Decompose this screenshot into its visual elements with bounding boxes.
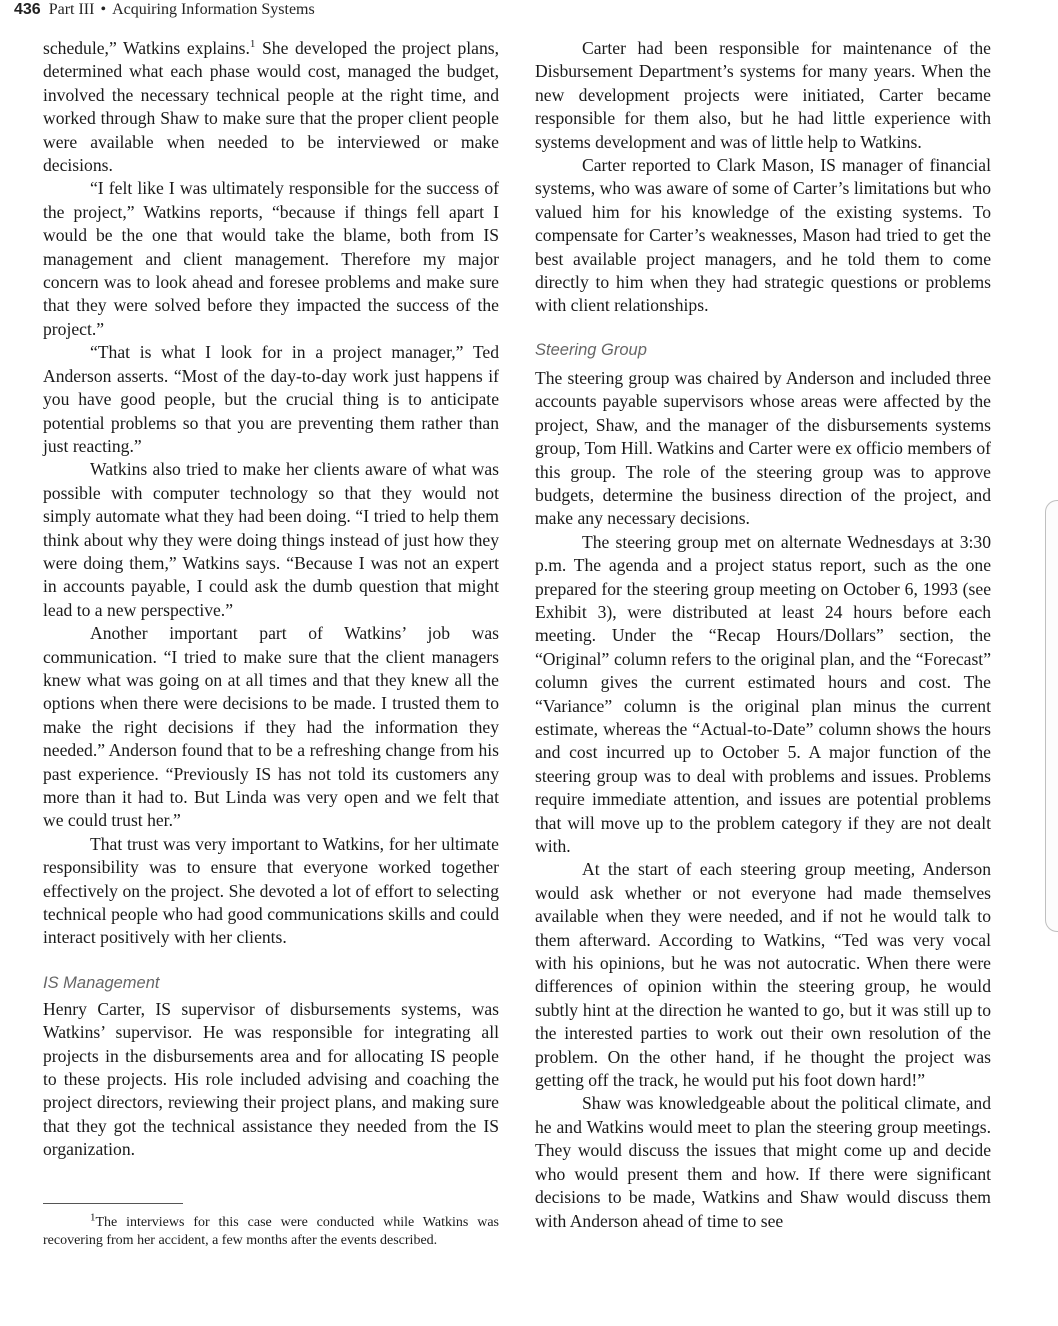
- running-header: [14, 0, 315, 20]
- paragraph: The steering group was chaired by Anderson and included three accounts payable supervisors whose areas were affected by the project, Shaw, and the manager of the disbursements systems group, Tom Hill. Watkins and Carter were ex officio members of this group. The role of the steering group was to approve budgets, determine the business direction of the project, and make any necessary decisions.: [535, 367, 991, 529]
- paragraph-text: schedule,” Watkins explains.: [43, 38, 250, 58]
- footnote-marker: 1: [90, 1211, 96, 1224]
- paragraph: That trust was very important to Watkins, for her ultimate responsibility was to ensure that everyone worked together effectively on the project. She devoted a lot of effort to selecting technical people who had good communications skills and could interact positively with her clients.: [43, 833, 499, 948]
- paragraph: “That is what I look for in a project manager,” Ted Anderson asserts. “Most of the day-to-day work just happens if you have good people, but the crucial thing is to anticipate potential problems so that you are preventing them rather than just reacting.”: [43, 342, 499, 456]
- paragraph: [43, 37, 499, 177]
- footnote-paragraph: [43, 1211, 499, 1250]
- paragraph-text: She developed the project plans, determined what each phase would cost, managed the budget, involved the necessary technical people at the right time, and worked through Shaw to make sure that the proper client people were available when needed to be interviewed or make decisions.: [43, 38, 499, 176]
- section-heading-is-management: IS Management: [43, 973, 160, 992]
- paragraph: Another important part of Watkins’ job was communication. “I tried to make sure that the client managers knew what was going on at all times and that they knew all the options when there were decisions to be made. I trusted them to make the right decisions if they had the information they needed.” Anderson found that to be a refreshing change from his past experience. “Previously IS has not told its customers any more than it had to. But Linda was very open and we felt that we could trust her.”: [43, 623, 499, 831]
- header-separator: •: [100, 1, 107, 18]
- footnote-text: The interviews for this case were conducted while Watkins was recovering from her accident, a few months after the events described.: [43, 1215, 499, 1248]
- scroll-handle[interactable]: [1045, 500, 1058, 932]
- paragraph: The steering group met on alternate Wednesdays at 3:30 p.m. The agenda and a project status report, such as the one prepared for the steering group meeting on October 6, 1993 (see Exhibit 3), were distributed at least 24 hours before each meeting. Under the “Recap Hours/Dollars” section, the “Original” column refers to the original plan, and the “Forecast” column gives the current estimated hours and cost. The “Variance” column is the original plan minus the current estimate, whereas the “Actual-to-Date” column shows the hours and cost incurred up to October 5. A major function of the steering group was to deal with problems and issues. Problems require immediate attention, and issues are potential problems that will move up to the problem category if they are not dealt with.: [535, 531, 991, 856]
- paragraph: At the start of each steering group meeting, Anderson would ask whether or not everyone had made themselves available when they were needed, and if not he would talk to them afterward. According to Watkins, “Ted was very vocal with his opinions, but he was not autocratic. When there were differences of opinion within the steering group, he would subtly hint at the direction he wanted to go, but it was still up to the interested parties to work out their own resolution of the problem. On the other hand, if he thought the project was getting off the track, he would put his foot down hard!”: [535, 859, 991, 1091]
- page-number: 436: [14, 1, 41, 18]
- left-column: [43, 37, 499, 1162]
- footnote-divider: [43, 1203, 183, 1204]
- paragraph: Carter reported to Clark Mason, IS manager of financial systems, who was aware of some of Carter’s limitations but who valued him for his knowledge of the existing systems. To compensate for Carter’s weaknesses, Mason had tried to get the best available project managers, and he told them to come directly to him when they had strategic questions or problems with client relationships.: [535, 155, 991, 316]
- footnote-ref[interactable]: 1: [249, 38, 256, 51]
- right-column: [535, 37, 991, 1233]
- paragraph: Watkins also tried to make her clients aware of what was possible with computer technology so that they would not simply automate what they had been doing. “I tried to help them think about why they were doing things instead of just how they were doing them,” Watkins says. “Because I was not an expert in accounts payable, I could ask the dumb question that might lead to a new perspective.”: [43, 459, 499, 620]
- part-label: Part III: [48, 1, 95, 18]
- paragraph: Carter had been responsible for maintenance of the Disbursement Department’s systems for many years. When the new development projects were initiated, Carter became responsible for them also, but he had little experience with systems development and was of little help to Watkins.: [535, 38, 991, 152]
- paragraph: Henry Carter, IS supervisor of disbursements systems, was Watkins’ supervisor. He was responsible for integrating all projects in the disbursements area and for allocating IS people to these projects. His role included advising and coaching the project directors, reviewing their project plans, and making sure that they got the technical assistance they needed from the IS organization.: [43, 998, 499, 1160]
- paragraph: “I felt like I was ultimately responsible for the success of the project,” Watkins reports, “because if things fell apart I would be the one that would take the blame, both from IS management and client management. Therefore my major concern was to look ahead and foresee problems and make sure that they were solved before they impacted the success of the project.”: [43, 178, 499, 339]
- section-heading-steering-group: Steering Group: [535, 340, 647, 359]
- section-label: Acquiring Information Systems: [112, 1, 315, 18]
- footnote: [43, 1211, 499, 1250]
- paragraph: Shaw was knowledgeable about the political climate, and he and Watkins would meet to plan the steering group meetings. They would discuss the issues that might come up and decide who would present them and how. If there were significant decisions to be made, Watkins and Shaw would discuss them with Anderson ahead of time to see: [535, 1093, 991, 1231]
